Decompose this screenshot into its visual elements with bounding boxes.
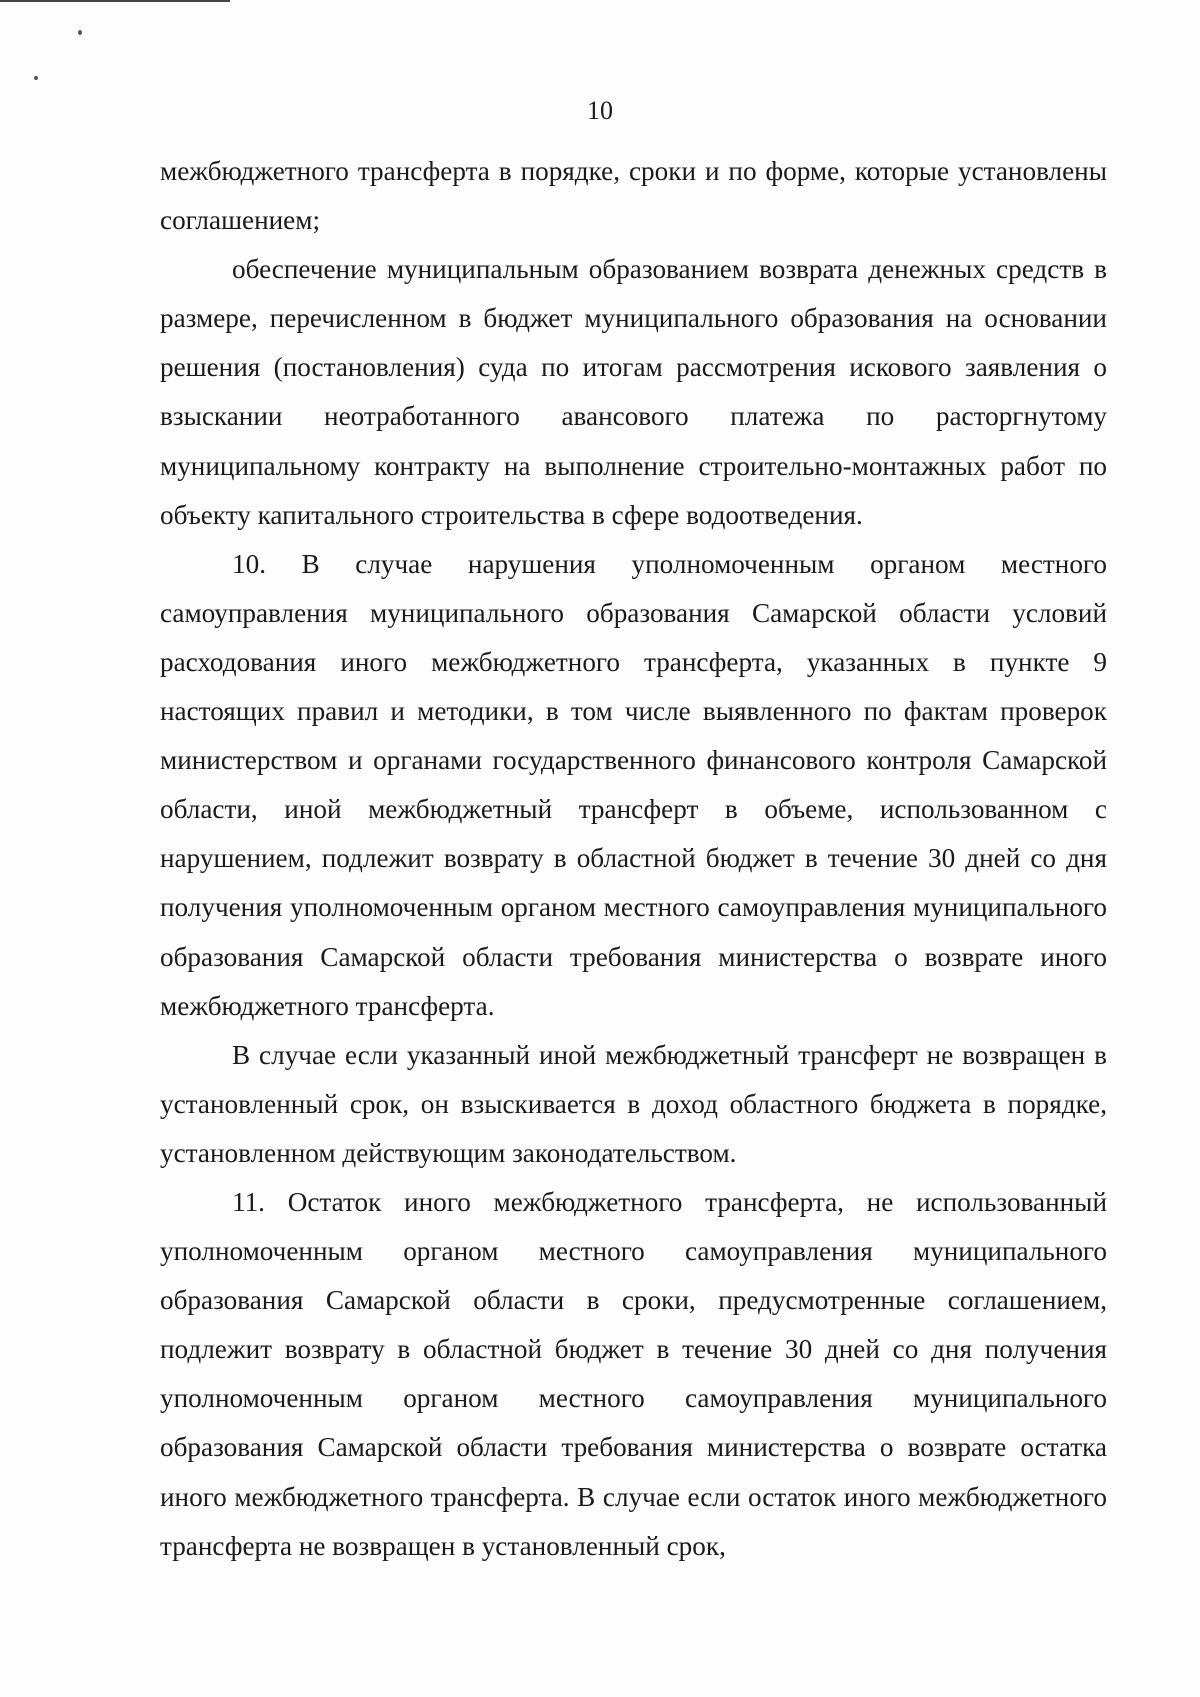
paragraph-continuation: межбюджетного трансферта в порядке, сроки и по форме, которые установлены соглашением; xyxy=(160,156,1107,236)
scan-speck xyxy=(78,30,82,35)
scan-edge-line xyxy=(0,0,230,2)
paragraph-clause-10-recovery: В случае если указанный иной межбюджетный трансферт не возвращен в установленный срок, он взыскивается в доход областного бюджета в порядке, установленном действующим законодательством. xyxy=(160,1039,1107,1168)
paragraph-clause-11: 11. Остаток иного межбюджетного трансферта, не использованный уполномоченным органом местного самоуправления муниципального образования Самарской области в сроки, предусмотренные соглашением, подлежит возврату в областной бюджет в течение 30 дней со дня получения уполномоченным органом местного самоуправления муниципального образования Самарской области требования министерства о возврате остатка иного межбюджетного трансферта. В случае если остаток иного межбюджетного трансферта не возвращен в установленный срок, xyxy=(160,1186,1107,1561)
paragraph-refund-obligation: обеспечение муниципальным образованием возврата денежных средств в размере, перечисленном в бюджет муниципального образования на основании решения (постановления) суда по итогам рассмотрения искового заявления о взыскании неотработанного авансового платежа по расторгнутому муниципальному контракту на выполнение строительно-монтажных работ по объекту капитального строительства в сфере водоотведения. xyxy=(160,254,1107,530)
document-body xyxy=(160,147,1107,1571)
paragraph-clause-10: 10. В случае нарушения уполномоченным органом местного самоуправления муниципального образования Самарской области условий расходования иного межбюджетного трансферта, указанных в пункте 9 настоящих правил и методики, в том числе выявленного по фактам проверок министерством и органами государственного финансового контроля Самарской области, иной межбюджетный трансферт в объеме, использованном с нарушением, подлежит возврату в областной бюджет в течение 30 дней со дня получения уполномоченным органом местного самоуправления муниципального образования Самарской области требования министерства о возврате иного межбюджетного трансферта. xyxy=(160,548,1107,1021)
scan-speck xyxy=(34,76,38,80)
page-number: 10 xyxy=(587,96,613,125)
